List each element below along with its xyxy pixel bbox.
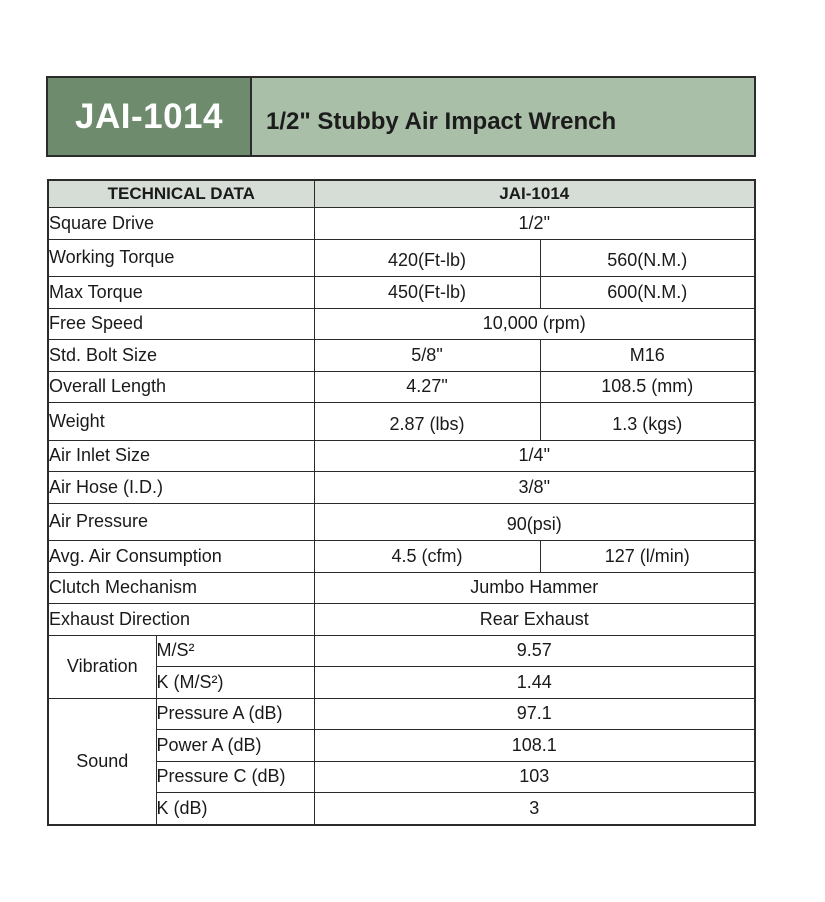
table-row [48, 371, 755, 403]
row-value-metric: 560(N.M.) [540, 239, 755, 277]
row-value-metric: 127 (l/min) [540, 541, 755, 573]
sound-group-label: Sound [48, 698, 156, 825]
row-value: Rear Exhaust [314, 604, 755, 636]
row-value-imperial: 450(Ft-lb) [314, 277, 540, 309]
sound-sub-label: Power A (dB) [156, 730, 314, 762]
table-row [48, 604, 755, 636]
row-label: Overall Length [48, 371, 314, 403]
sound-value: 97.1 [314, 698, 755, 730]
vibration-sub-label: K (M/S²) [156, 667, 314, 699]
table-row [48, 403, 755, 441]
row-value: Jumbo Hammer [314, 572, 755, 604]
table-row [48, 440, 755, 472]
row-label: Air Hose (I.D.) [48, 472, 314, 504]
sound-sub-label: K (dB) [156, 793, 314, 825]
row-label: Exhaust Direction [48, 604, 314, 636]
sound-value: 108.1 [314, 730, 755, 762]
table-row [48, 698, 755, 730]
row-value: 90(psi) [314, 503, 755, 541]
row-label: Square Drive [48, 208, 314, 240]
sound-sub-label: Pressure A (dB) [156, 698, 314, 730]
sound-sub-label: Pressure C (dB) [156, 761, 314, 793]
table-row [48, 472, 755, 504]
table-row [48, 572, 755, 604]
row-label: Std. Bolt Size [48, 340, 314, 372]
row-label: Working Torque [48, 239, 314, 277]
table-row [48, 239, 755, 277]
row-label: Avg. Air Consumption [48, 541, 314, 573]
row-value: 10,000 (rpm) [314, 308, 755, 340]
row-value-imperial: 4.27" [314, 371, 540, 403]
row-value-imperial: 5/8" [314, 340, 540, 372]
row-value-imperial: 2.87 (lbs) [314, 403, 540, 441]
row-value: 1/2" [314, 208, 755, 240]
table-row [48, 208, 755, 240]
table-row [48, 635, 755, 667]
model-column-heading: JAI-1014 [314, 180, 755, 208]
row-label: Weight [48, 403, 314, 441]
table-header-row [48, 180, 755, 208]
row-value: 3/8" [314, 472, 755, 504]
title-banner [46, 76, 756, 157]
row-value-metric: M16 [540, 340, 755, 372]
table-row [48, 277, 755, 309]
row-label: Air Inlet Size [48, 440, 314, 472]
row-value: 1/4" [314, 440, 755, 472]
vibration-value: 1.44 [314, 667, 755, 699]
technical-data-table [47, 179, 756, 826]
row-value-metric: 1.3 (kgs) [540, 403, 755, 441]
table-row [48, 541, 755, 573]
row-label: Clutch Mechanism [48, 572, 314, 604]
table-row [48, 308, 755, 340]
table-row [48, 503, 755, 541]
row-label: Air Pressure [48, 503, 314, 541]
product-title: 1/2" Stubby Air Impact Wrench [252, 78, 754, 155]
sound-value: 103 [314, 761, 755, 793]
row-label: Max Torque [48, 277, 314, 309]
row-value-metric: 600(N.M.) [540, 277, 755, 309]
vibration-value: 9.57 [314, 635, 755, 667]
row-label: Free Speed [48, 308, 314, 340]
row-value-imperial: 4.5 (cfm) [314, 541, 540, 573]
sound-value: 3 [314, 793, 755, 825]
model-badge: JAI-1014 [48, 78, 252, 155]
table-row [48, 340, 755, 372]
row-value-metric: 108.5 (mm) [540, 371, 755, 403]
vibration-group-label: Vibration [48, 635, 156, 698]
technical-data-heading: TECHNICAL DATA [48, 180, 314, 208]
row-value-imperial: 420(Ft-lb) [314, 239, 540, 277]
vibration-sub-label: M/S² [156, 635, 314, 667]
